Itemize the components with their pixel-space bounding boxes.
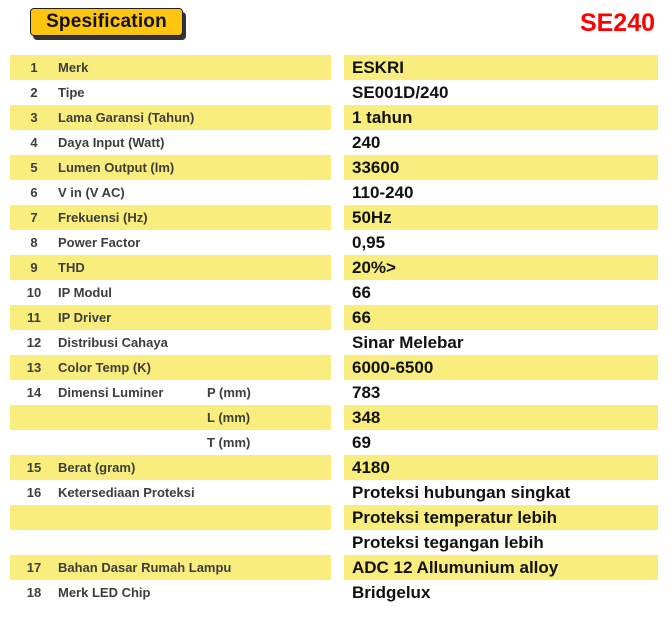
value-cell bbox=[344, 205, 658, 230]
value-cell bbox=[344, 130, 658, 155]
row-value: ESKRI bbox=[352, 57, 404, 77]
row-sub-label: L (mm) bbox=[207, 410, 251, 425]
value-cell bbox=[344, 80, 658, 105]
row-number: 8 bbox=[30, 235, 38, 250]
row-label: Distribusi Cahaya bbox=[58, 335, 168, 350]
row-label: IP Driver bbox=[58, 310, 112, 325]
row-label: IP Modul bbox=[58, 285, 112, 300]
row-label: Bahan Dasar Rumah Lampu bbox=[58, 560, 232, 575]
table-row bbox=[10, 405, 658, 430]
row-label: THD bbox=[58, 260, 85, 275]
table-row bbox=[10, 105, 658, 130]
table-row bbox=[10, 505, 658, 530]
label-cell bbox=[10, 580, 331, 605]
table-row bbox=[10, 55, 658, 80]
row-label: Color Temp (K) bbox=[58, 360, 151, 375]
label-cell bbox=[10, 555, 331, 580]
row-number: 4 bbox=[30, 135, 38, 150]
value-cell bbox=[344, 355, 658, 380]
value-cell bbox=[344, 255, 658, 280]
table-row bbox=[10, 330, 658, 355]
row-value: 69 bbox=[352, 432, 371, 452]
row-value: Bridgelux bbox=[352, 582, 431, 602]
row-number: 6 bbox=[30, 185, 38, 200]
value-cell bbox=[344, 430, 658, 455]
row-number: 7 bbox=[30, 210, 38, 225]
row-value: 4180 bbox=[352, 457, 390, 477]
value-cell bbox=[344, 505, 658, 530]
row-value: 783 bbox=[352, 382, 381, 402]
row-value: SE001D/240 bbox=[352, 82, 449, 102]
label-cell bbox=[10, 455, 331, 480]
table-row bbox=[10, 305, 658, 330]
row-number: 3 bbox=[30, 110, 38, 125]
label-cell bbox=[10, 430, 331, 455]
row-value: 1 tahun bbox=[352, 107, 413, 127]
table-row bbox=[10, 580, 658, 605]
row-number: 9 bbox=[30, 260, 38, 275]
row-value: 110-240 bbox=[352, 182, 414, 202]
value-cell bbox=[344, 405, 658, 430]
value-cell bbox=[344, 380, 658, 405]
row-label: Lama Garansi (Tahun) bbox=[58, 110, 195, 125]
row-value: Sinar Melebar bbox=[352, 332, 464, 352]
row-number: 14 bbox=[26, 385, 42, 400]
table-row bbox=[10, 480, 658, 505]
label-cell bbox=[10, 380, 331, 405]
row-label: Lumen Output (lm) bbox=[58, 160, 175, 175]
label-cell bbox=[10, 180, 331, 205]
value-cell bbox=[344, 480, 658, 505]
model-code: SE240 bbox=[579, 9, 655, 37]
row-number: 18 bbox=[26, 585, 42, 600]
badge-label: Spesification bbox=[46, 11, 167, 32]
row-label: Frekuensi (Hz) bbox=[58, 210, 148, 225]
value-cell bbox=[344, 155, 658, 180]
label-cell bbox=[10, 505, 331, 530]
row-number: 17 bbox=[26, 560, 42, 575]
row-number: 1 bbox=[30, 60, 38, 75]
spec-table bbox=[10, 55, 658, 605]
table-row bbox=[10, 255, 658, 280]
row-label: Merk LED Chip bbox=[58, 585, 151, 600]
label-cell bbox=[10, 55, 331, 80]
table-row bbox=[10, 205, 658, 230]
table-row bbox=[10, 355, 658, 380]
row-value: 348 bbox=[352, 407, 381, 427]
row-value: 240 bbox=[352, 132, 381, 152]
row-number: 16 bbox=[26, 485, 42, 500]
label-cell bbox=[10, 105, 331, 130]
row-number: 2 bbox=[30, 85, 38, 100]
label-cell bbox=[10, 205, 331, 230]
table-row bbox=[10, 230, 658, 255]
table-row bbox=[10, 180, 658, 205]
row-label: Tipe bbox=[58, 85, 85, 100]
row-label: V in (V AC) bbox=[58, 185, 125, 200]
table-row bbox=[10, 455, 658, 480]
label-cell bbox=[10, 280, 331, 305]
row-label: Ketersediaan Proteksi bbox=[58, 485, 195, 500]
row-number: 15 bbox=[26, 460, 42, 475]
value-cell bbox=[344, 230, 658, 255]
row-sub-label: T (mm) bbox=[207, 435, 251, 450]
row-label: Power Factor bbox=[58, 235, 141, 250]
label-cell bbox=[10, 405, 331, 430]
row-value: Proteksi tegangan lebih bbox=[352, 532, 544, 552]
label-cell bbox=[10, 255, 331, 280]
table-row bbox=[10, 155, 658, 180]
row-value: 6000-6500 bbox=[352, 357, 434, 377]
row-label: Merk bbox=[58, 60, 89, 75]
label-cell bbox=[10, 330, 331, 355]
label-cell bbox=[10, 230, 331, 255]
value-cell bbox=[344, 555, 658, 580]
row-number: 11 bbox=[27, 310, 41, 325]
spesification-badge bbox=[30, 8, 183, 36]
table-row bbox=[10, 80, 658, 105]
value-cell bbox=[344, 280, 658, 305]
label-cell bbox=[10, 130, 331, 155]
value-cell bbox=[344, 180, 658, 205]
row-number: 13 bbox=[26, 360, 42, 375]
value-cell bbox=[344, 530, 658, 555]
row-value: ADC 12 Allumunium alloy bbox=[352, 557, 559, 577]
label-cell bbox=[10, 530, 331, 555]
row-value: Proteksi temperatur lebih bbox=[352, 507, 558, 527]
row-number: 5 bbox=[30, 160, 38, 175]
row-label: Dimensi Luminer bbox=[58, 385, 164, 400]
table-row bbox=[10, 380, 658, 405]
row-label: Berat (gram) bbox=[58, 460, 136, 475]
table-row bbox=[10, 280, 658, 305]
row-label: Daya Input (Watt) bbox=[58, 135, 165, 150]
row-number: 12 bbox=[26, 335, 42, 350]
value-cell bbox=[344, 55, 658, 80]
row-value: 33600 bbox=[352, 157, 400, 177]
value-cell bbox=[344, 580, 658, 605]
value-cell bbox=[344, 105, 658, 130]
label-cell bbox=[10, 305, 331, 330]
row-value: Proteksi hubungan singkat bbox=[352, 482, 571, 502]
table-row bbox=[10, 430, 658, 455]
label-cell bbox=[10, 80, 331, 105]
label-cell bbox=[10, 155, 331, 180]
value-cell bbox=[344, 330, 658, 355]
row-value: 66 bbox=[352, 307, 371, 327]
row-value: 20%> bbox=[352, 257, 396, 277]
label-cell bbox=[10, 355, 331, 380]
table-row bbox=[10, 555, 658, 580]
table-row bbox=[10, 530, 658, 555]
table-row bbox=[10, 130, 658, 155]
row-value: 66 bbox=[352, 282, 371, 302]
row-sub-label: P (mm) bbox=[207, 385, 251, 400]
value-cell bbox=[344, 305, 658, 330]
row-number: 10 bbox=[26, 285, 42, 300]
label-cell bbox=[10, 480, 331, 505]
row-value: 50Hz bbox=[352, 207, 392, 227]
row-value: 0,95 bbox=[352, 232, 386, 252]
value-cell bbox=[344, 455, 658, 480]
